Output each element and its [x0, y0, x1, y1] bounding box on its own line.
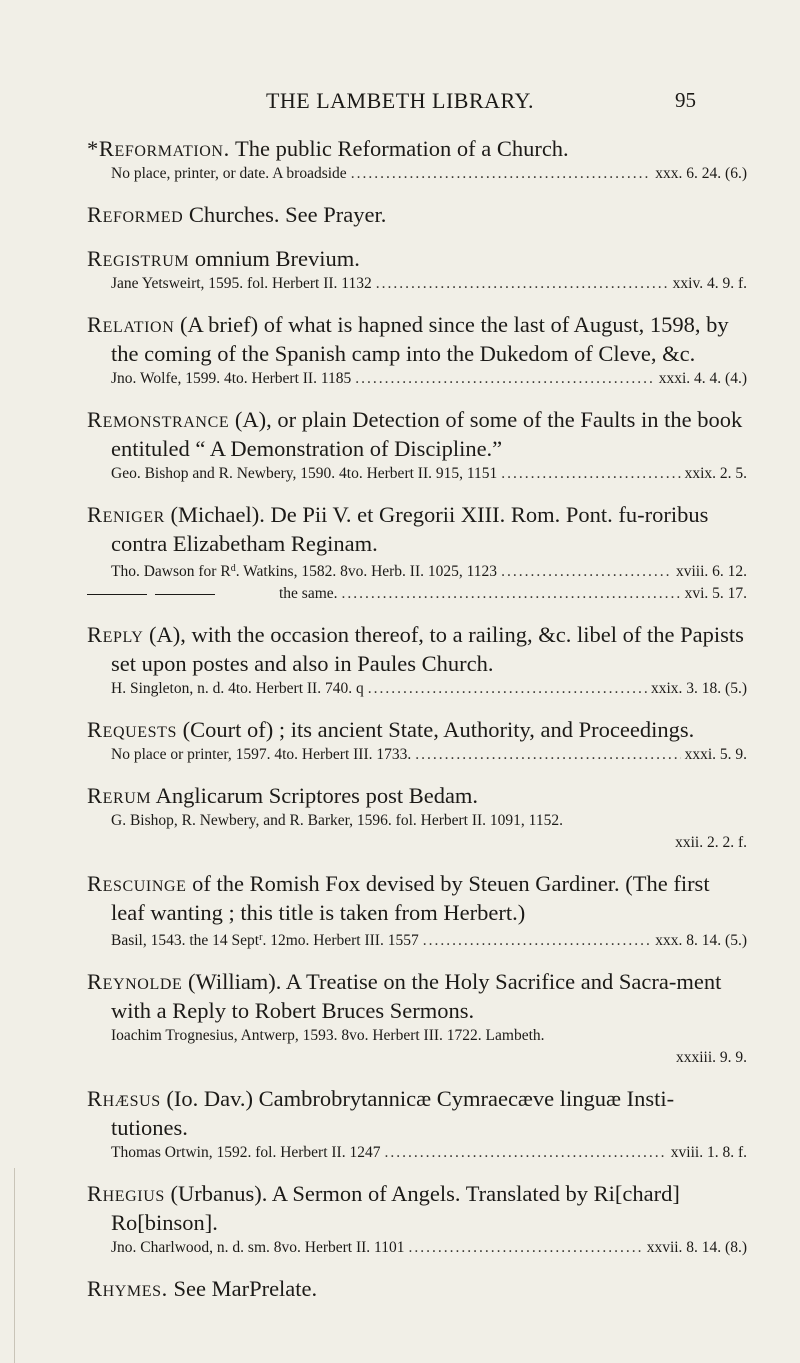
imprint-text: G. Bishop, R. Newbery, and R. Barker, 1596. fol. Herbert II. 1091, 1152. — [111, 812, 563, 829]
entry-title: (Io. Dav.) Cambrobrytannicæ Cymraecæve linguæ Insti-tutiones. — [111, 1086, 675, 1140]
entry-title: Anglicarum Scriptores post Bedam. — [151, 783, 479, 808]
imprint-text: Jno. Wolfe, 1599. 4to. Herbert II. 1185 — [111, 370, 352, 387]
shelf-reference: xviii. 6. 12. — [675, 563, 747, 580]
entry-lead-word: Relation — [87, 312, 175, 337]
entry-heading — [87, 405, 747, 463]
entry-title: (A), or plain Detection of some of the Faults in the book entituled “ A Demonstration of Discipline.” — [111, 407, 743, 461]
imprint-text: Thomas Ortwin, 1592. fol. Herbert II. 1247 — [111, 1144, 381, 1161]
imprint-text — [111, 558, 497, 583]
ditto-dash — [87, 594, 147, 595]
entry-imprint — [87, 1142, 747, 1164]
running-title: THE LAMBETH LIBRARY. — [265, 88, 535, 113]
entry-title: (Urbanus). A Sermon of Angels. Translated by Ri[chard] Ro[binson]. — [111, 1181, 680, 1235]
imprint-text — [111, 927, 419, 952]
entry-heading — [87, 715, 747, 744]
entry-lead-word: Remonstrance — [87, 407, 230, 432]
entry-heading — [87, 1084, 747, 1142]
entry-heading — [87, 244, 747, 273]
dot-leader — [376, 273, 669, 295]
entry-imprint — [87, 368, 747, 390]
entry-title: (William). A Treatise on the Holy Sacrifice and Sacra-ment with a Reply to Robert Bruces Sermons. — [111, 969, 722, 1023]
catalogue-entries — [87, 134, 747, 1318]
dot-leader — [342, 583, 681, 605]
dot-leader — [415, 744, 680, 766]
entry-title: (Michael). De Pii V. et Gregorii XIII. Rom. Pont. fu-roribus contra Elizabetham Reginam. — [111, 502, 709, 556]
entry-heading — [87, 310, 747, 368]
entry-title: The public Reformation of a Church. — [229, 136, 569, 161]
entry-title: See MarPrelate. — [167, 1276, 318, 1301]
entry-imprint — [87, 744, 747, 766]
entry-imprint — [87, 273, 747, 295]
imprint-text: Jane Yetsweirt, 1595. fol. Herbert II. 1132 — [111, 275, 372, 292]
entry-imprint — [87, 1025, 747, 1069]
catalogue-entry — [87, 134, 747, 185]
shelf-reference: xviii. 1. 8. f. — [670, 1144, 747, 1161]
dot-leader — [351, 163, 652, 185]
entry-heading — [87, 781, 747, 810]
entry-lead-word: Rhymes. — [87, 1276, 168, 1301]
imprint-text-part: . Watkins, 1582. 8vo. Herb. II. 1025, 1123 — [235, 563, 498, 580]
imprint-text: the same. — [279, 585, 338, 602]
dot-leader — [423, 930, 652, 952]
imprint-text-part: . 12mo. Herbert III. 1557 — [262, 932, 419, 949]
shelf-reference: xxiv. 4. 9. f. — [672, 275, 747, 292]
entry-heading — [87, 620, 747, 678]
entry-heading — [87, 1274, 747, 1303]
entry-lead-word: Reformed — [87, 202, 184, 227]
page-edge-line — [14, 1168, 15, 1363]
entry-lead-word: *Reformation. — [87, 136, 230, 161]
entry-lead-word: Registrum — [87, 246, 190, 271]
dot-leader — [368, 678, 647, 700]
ditto-rule — [87, 583, 223, 605]
catalogue-entry — [87, 715, 747, 766]
shelf-reference: xvi. 5. 17. — [684, 585, 747, 602]
entry-imprint — [87, 678, 747, 700]
catalogue-entry — [87, 620, 747, 700]
catalogue-entry — [87, 869, 747, 952]
shelf-reference: xxxi. 5. 9. — [684, 746, 747, 763]
imprint-text: No place, printer, or date. A broadside — [111, 165, 347, 182]
entry-imprint — [87, 1237, 747, 1259]
shelf-reference: xxii. 2. 2. f. — [675, 834, 747, 851]
entry-heading — [87, 869, 747, 927]
shelf-reference: xxx. 8. 14. (5.) — [655, 932, 747, 949]
catalogue-entry — [87, 244, 747, 295]
dot-leader — [384, 1142, 666, 1164]
entry-title: (A brief) of what is hapned since the last of August, 1598, by the coming of the Spanish camp into the Dukedom of Cleve, &c. — [111, 312, 729, 366]
entry-lead-word: Rerum — [87, 783, 152, 808]
imprint-text: Ioachim Trognesius, Antwerp, 1593. 8vo. Herbert III. 1722. Lambeth. — [111, 1027, 545, 1044]
page-number: 95 — [675, 88, 696, 112]
imprint-text-part: Basil, 1543. the 14 Sept — [111, 932, 260, 949]
entry-title: (Court of) ; its ancient State, Authority, and Proceedings. — [177, 717, 695, 742]
catalogue-entry — [87, 310, 747, 390]
entry-title: Churches. See Prayer. — [183, 202, 387, 227]
entry-heading — [87, 1179, 747, 1237]
entry-lead-word: Rhegius — [87, 1181, 165, 1206]
dot-leader — [501, 561, 672, 583]
catalogue-entry — [87, 200, 747, 229]
catalogue-entry — [87, 1274, 747, 1303]
entry-lead-word: Reynolde — [87, 969, 183, 994]
shelf-reference: xxix. 2. 5. — [684, 465, 747, 482]
imprint-text: Geo. Bishop and R. Newbery, 1590. 4to. Herbert II. 915, 1151 — [111, 465, 498, 482]
running-head — [0, 88, 800, 118]
ditto-dash — [155, 594, 215, 595]
catalogue-entry — [87, 1084, 747, 1164]
entry-title: (A), with the occasion thereof, to a railing, &c. libel of the Papists set upon postes and also in Paules Church. — [111, 622, 744, 676]
entry-lead-word: Rescuinge — [87, 871, 187, 896]
catalogue-entry — [87, 967, 747, 1069]
entry-heading — [87, 200, 747, 229]
entry-heading — [87, 967, 747, 1025]
dot-leader — [355, 368, 654, 390]
catalogue-entry — [87, 781, 747, 854]
dot-leader — [501, 463, 680, 485]
entry-heading — [87, 500, 747, 558]
entry-heading — [87, 134, 747, 163]
imprint-text-part: Tho. Dawson for R — [111, 563, 231, 580]
shelf-reference: xxx. 6. 24. (6.) — [655, 165, 747, 182]
entry-lead-word: Reply — [87, 622, 144, 647]
entry-imprint — [87, 463, 747, 485]
catalogue-entry — [87, 405, 747, 485]
imprint-text: No place or printer, 1597. 4to. Herbert III. 1733. — [111, 746, 412, 763]
shelf-reference: xxxi. 4. 4. (4.) — [658, 370, 747, 387]
shelf-reference: xxix. 3. 18. (5.) — [650, 680, 747, 697]
shelf-reference: xxvii. 8. 14. (8.) — [646, 1239, 747, 1256]
entry-imprint-repeat — [87, 583, 747, 605]
imprint-text: H. Singleton, n. d. 4to. Herbert II. 740. q — [111, 680, 364, 697]
shelf-reference: xxxiii. 9. 9. — [675, 1049, 747, 1066]
entry-lead-word: Requests — [87, 717, 178, 742]
imprint-text: Jno. Charlwood, n. d. sm. 8vo. Herbert II. 1101 — [111, 1239, 405, 1256]
entry-imprint — [87, 163, 747, 185]
entry-title: omnium Brevium. — [189, 246, 360, 271]
imprint-superscript: d — [230, 563, 236, 574]
entry-lead-word: Reniger — [87, 502, 165, 527]
entry-imprint — [87, 927, 747, 952]
catalogue-entry — [87, 500, 747, 605]
catalogue-entry — [87, 1179, 747, 1259]
entry-lead-word: Rhæsus — [87, 1086, 161, 1111]
entry-imprint — [87, 558, 747, 583]
imprint-superscript: r — [259, 932, 263, 943]
dot-leader — [408, 1237, 642, 1259]
entry-title: of the Romish Fox devised by Steuen Gardiner. (The first leaf wanting ; this title is taken from Herbert.) — [111, 871, 710, 925]
entry-imprint — [87, 810, 747, 854]
